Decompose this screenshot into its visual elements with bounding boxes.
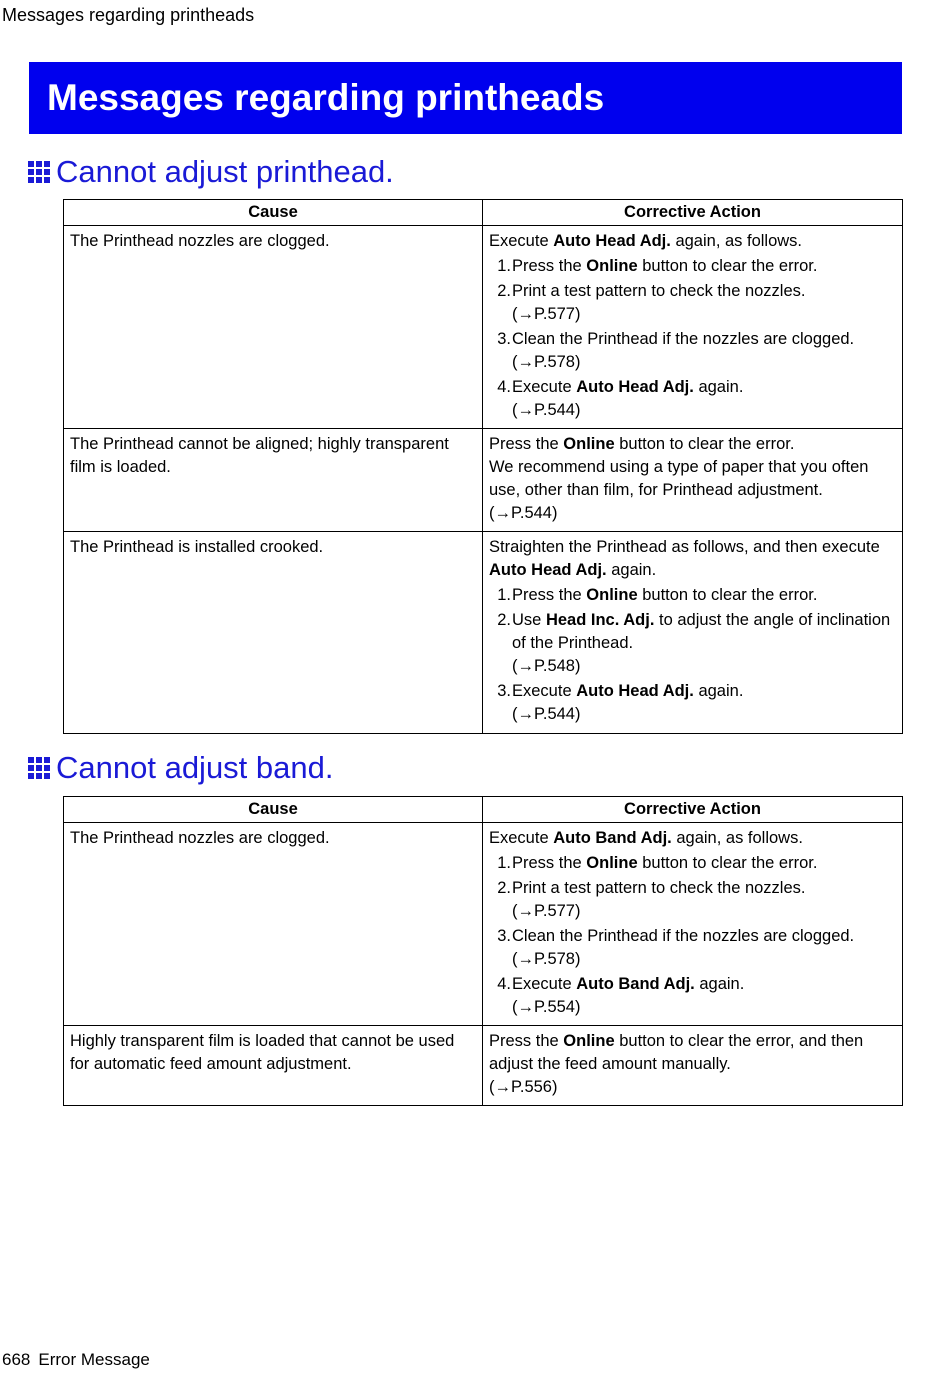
page-reference[interactable]: (→P.548) (512, 657, 581, 675)
step-item: 4. Execute Auto Band Adj. again. (→P.554) (489, 973, 896, 1019)
action-note: We recommend using a type of paper that you often use, other than film, for Printhead adjustment. (489, 458, 869, 499)
step-item: 1. Press the Online button to clear the error. (497, 854, 818, 872)
chapter-name: Error Message (38, 1350, 150, 1369)
step-list (489, 584, 896, 726)
page-reference[interactable]: (→P.544) (489, 504, 558, 522)
step-item: 2. Print a test pattern to check the nozzles. (→P.577) (489, 280, 896, 326)
action-cell (483, 226, 903, 429)
title-banner (29, 62, 902, 134)
page-reference[interactable]: (→P.554) (512, 998, 581, 1016)
column-header-action: Corrective Action (483, 797, 903, 823)
table-header-row (64, 797, 903, 823)
step-item: 3. Clean the Printhead if the nozzles are clogged. (→P.578) (489, 328, 896, 374)
cause-cell: The Printhead nozzles are clogged. (64, 226, 483, 429)
action-cell (483, 823, 903, 1026)
page-reference[interactable]: (→P.556) (489, 1078, 558, 1096)
table-row (64, 429, 903, 532)
cause-cell: The Printhead nozzles are clogged. (64, 823, 483, 1026)
action-intro: Straighten the Printhead as follows, and then execute Auto Head Adj. again. (489, 538, 880, 579)
page-footer (2, 1350, 150, 1370)
page-reference[interactable]: (→P.578) (512, 950, 581, 968)
step-item: 1. Press the Online button to clear the error. (497, 586, 818, 604)
page-reference[interactable]: (→P.577) (512, 305, 581, 323)
page-reference[interactable]: (→P.578) (512, 353, 581, 371)
action-cell: Press the Online button to clear the error, and then adjust the feed amount manually. (→P.556) (483, 1026, 903, 1106)
column-header-cause: Cause (64, 797, 483, 823)
section-heading: Cannot adjust printhead. (56, 154, 394, 189)
step-item: 1. Press the Online button to clear the error. (497, 257, 818, 275)
page-number: 668 (2, 1350, 31, 1369)
grid-bullet-icon (28, 161, 50, 183)
step-item: 3. Clean the Printhead if the nozzles are clogged. (→P.578) (489, 925, 896, 971)
grid-bullet-icon (28, 757, 50, 779)
section-heading: Cannot adjust band. (56, 750, 334, 785)
table-row (64, 226, 903, 429)
page-reference[interactable]: (→P.577) (512, 902, 581, 920)
action-cell (483, 532, 903, 734)
section-title-band (28, 750, 334, 786)
step-item: 2. Print a test pattern to check the nozzles. (→P.577) (489, 877, 896, 923)
column-header-action: Corrective Action (483, 200, 903, 226)
step-list (489, 255, 896, 422)
table-row (64, 532, 903, 734)
action-intro: Execute Auto Head Adj. again, as follows. (489, 232, 803, 250)
action-cell: Press the Online button to clear the error. We recommend using a type of paper that you often use, other than film, for Printhead adjustment. (→P.544) (483, 429, 903, 532)
section-title-printhead (28, 154, 394, 190)
step-item: 2. Use Head Inc. Adj. to adjust the angle of inclination of the Printhead. (→P.548) (489, 609, 896, 678)
table-row (64, 823, 903, 1026)
step-item: 3. Execute Auto Head Adj. again. (→P.544) (489, 680, 896, 726)
step-list (489, 852, 896, 1019)
running-header: Messages regarding printheads (2, 5, 255, 25)
column-header-cause: Cause (64, 200, 483, 226)
cause-cell: The Printhead is installed crooked. (64, 532, 483, 734)
printhead-table (63, 199, 903, 734)
cause-cell: Highly transparent film is loaded that cannot be used for automatic feed amount adjustment. (64, 1026, 483, 1106)
band-table (63, 796, 903, 1106)
step-item: 4. Execute Auto Head Adj. again. (→P.544) (489, 376, 896, 422)
cause-cell: The Printhead cannot be aligned; highly transparent film is loaded. (64, 429, 483, 532)
action-intro: Execute Auto Band Adj. again, as follows. (489, 829, 803, 847)
page-reference[interactable]: (→P.544) (512, 705, 581, 723)
table-header-row (64, 200, 903, 226)
page-reference[interactable]: (→P.544) (512, 401, 581, 419)
page-title: Messages regarding printheads (47, 77, 605, 118)
table-row (64, 1026, 903, 1106)
